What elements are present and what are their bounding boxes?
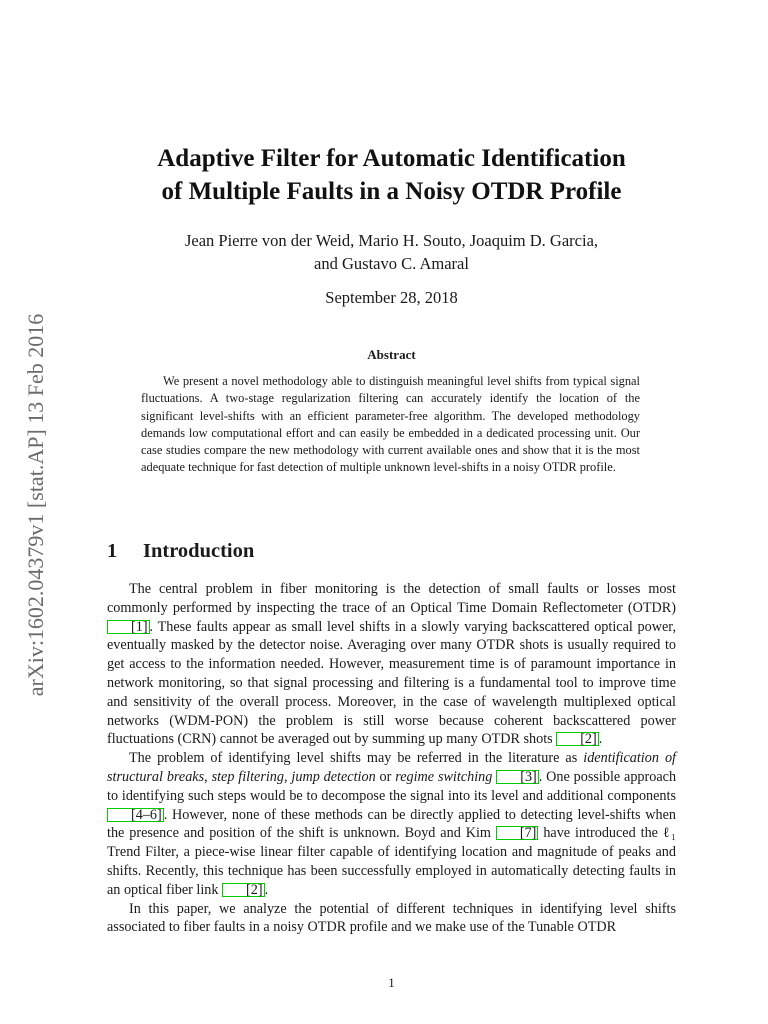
section-heading-introduction <box>107 540 676 563</box>
section-number: 1 <box>107 540 118 562</box>
author-list <box>107 229 676 275</box>
title-line-2: of Multiple Faults in a Noisy OTDR Profile <box>161 178 622 205</box>
paper-title <box>107 142 676 208</box>
authors-line-2: and Gustavo C. Amaral <box>314 254 469 273</box>
section-title: Introduction <box>143 540 255 562</box>
citation-link[interactable]: [1] <box>107 620 150 634</box>
citation-link[interactable]: [7] <box>496 826 539 840</box>
citation-link[interactable]: [2] <box>222 883 265 897</box>
abstract-heading: Abstract <box>367 347 416 362</box>
paragraph-2: The problem of identifying level shifts may be referred in the literature as identification of structural breaks, step filtering, jump detection or regime switching [3] . One possible approach to identifying such steps would be to decompose the signal into its level and additional components [4–6] . However, none of these methods can be directly applied to detecting level-shifts when the presence and position of the shift is unknown. Boyd and Kim [7] have introduced the ℓ₁ Trend Filter, a piece-wise linear filter capable of identifying location and magnitude of peaks and shifts. Recently, this technique has been successfully employed in automatically detecting faults in an optical fiber link [2] . <box>107 750 677 898</box>
citation-link[interactable]: [3] <box>496 770 539 784</box>
title-line-1: Adaptive Filter for Automatic Identification <box>157 145 626 172</box>
paragraph-3: In this paper, we analyze the potential of different techniques in identifying level shifts associated to fiber faults in a noisy OTDR profile and we make use of the Tunable OTDR <box>107 900 676 936</box>
paragraph-1: The central problem in fiber monitoring is the detection of small faults or losses most commonly performed by inspecting the trace of an Optical Time Domain Reflectometer (OTDR) [1] . These faults appear as small level shifts in a slowly varying backscattered optical power, eventually masked by the detector noise. Averaging over many OTDR shots is usually required to get access to the information needed. However, measurement time is of paramount importance in network monitoring, so that signal processing and filtering is a fundamental tool to improve time and sensitivity of the overall process. Moreover, in the case of wavelength multiplexed optical networks (WDM-PON) the problem is still worse because coherent backscattered power fluctuations (CRN) cannot be averaged out by summing up many OTDR shots [2] . <box>107 581 676 748</box>
arxiv-identifier: arXiv:1602.04379v1 [stat.AP] 13 Feb 2016 <box>23 313 48 697</box>
authors-line-1: Jean Pierre von der Weid, Mario H. Souto, Joaquim D. Garcia, <box>184 231 599 250</box>
citation-link[interactable]: [2] <box>556 732 599 746</box>
page-number: 1 <box>388 975 395 990</box>
citation-link[interactable]: [4–6] <box>107 808 164 822</box>
introduction-body <box>107 580 676 937</box>
abstract-text: We present a novel methodology able to distinguish meaningful level shifts from typical signal fluctuations. A two-stage regularization filtering can accurately identify the location of the significant level-shifts with an efficient parameter-free algorithm. The developed methodology demands low computational effort and can easily be embedded in a dedicated processing unit. Our case studies compare the new methodology with current available ones and show that it is the most adequate technique for fast detection of multiple unknown level-shifts in a noisy OTDR profile. <box>141 374 640 475</box>
arxiv-stamp <box>6 270 66 740</box>
paper-date: September 28, 2018 <box>325 288 458 307</box>
